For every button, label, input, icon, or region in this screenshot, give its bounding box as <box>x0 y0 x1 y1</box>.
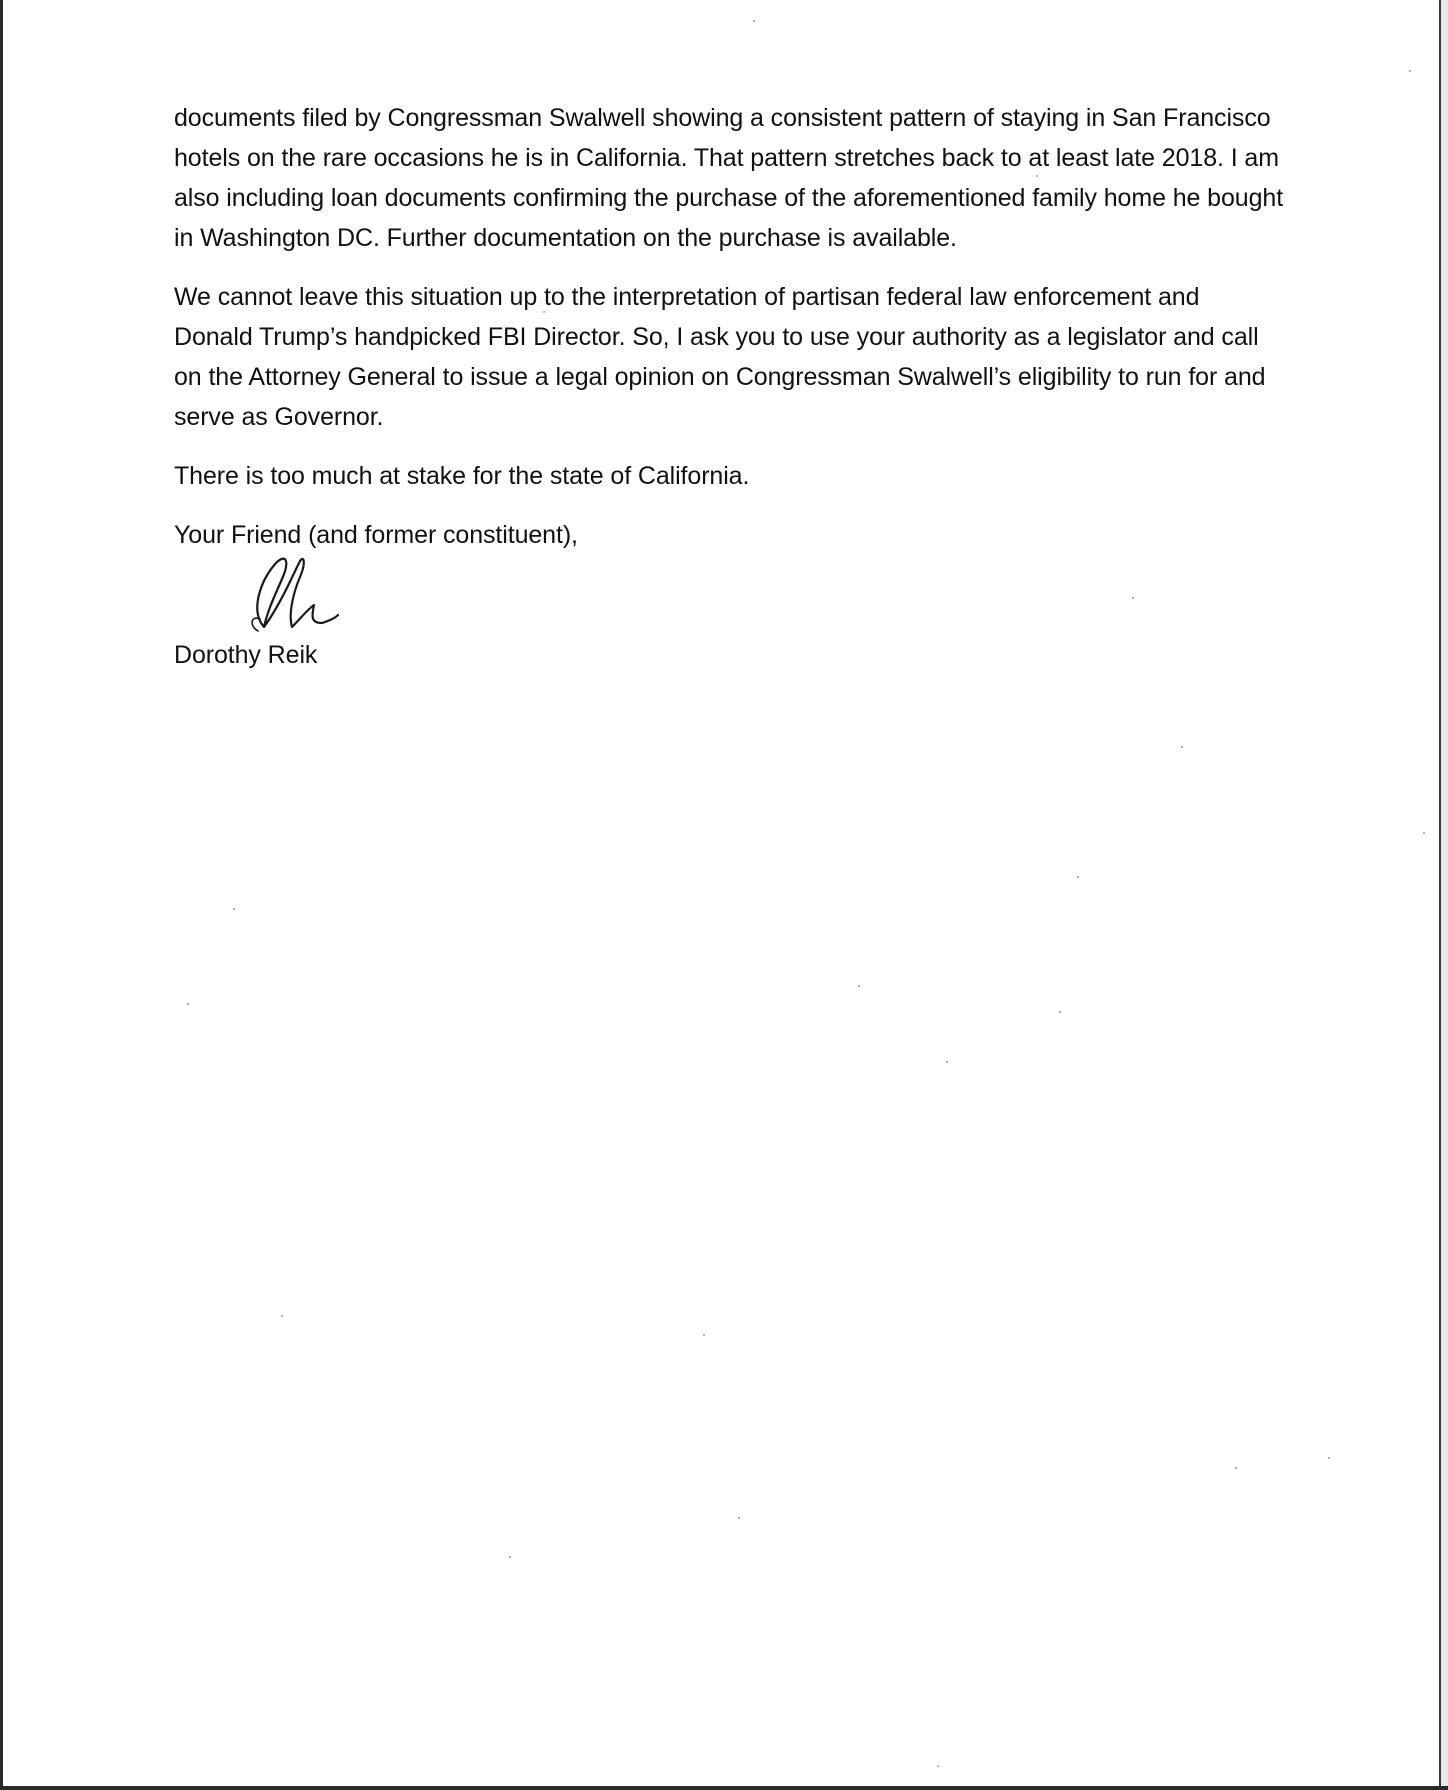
scan-speck <box>753 20 755 22</box>
scan-speck <box>1423 832 1425 834</box>
scan-speck <box>1235 1467 1237 1469</box>
handwritten-signature <box>230 535 340 655</box>
letter-closing <box>174 515 1284 555</box>
scan-speck <box>543 311 545 313</box>
scan-speck <box>281 1315 283 1317</box>
scan-speck <box>1077 876 1079 878</box>
scan-speck <box>946 1061 948 1063</box>
scan-speck <box>187 1003 189 1005</box>
scan-speck <box>937 1765 939 1767</box>
closing-text: Your Friend (and former constituent), <box>174 521 578 549</box>
scan-edge-border <box>1439 0 1448 1786</box>
letter-body <box>174 98 1284 675</box>
signer-name: Dorothy Reik <box>174 641 318 669</box>
scan-speck <box>233 908 235 910</box>
scan-speck <box>703 1334 705 1336</box>
letter-paragraph: There is too much at stake for the state of California. <box>174 462 750 490</box>
letter-paragraph: We cannot leave this situation up to the interpretation of partisan federal law enforcement and Donald Trump’s handpicked FBI Director. So, I ask you to use your authority as a legislator and call on the Attorney General to issue a legal opinion on Congressman Swalwell’s eligibility to run for and serve as Governor. <box>174 283 1266 431</box>
scan-speck <box>858 985 860 987</box>
scan-speck <box>1059 1011 1061 1013</box>
scan-speck <box>1132 597 1134 599</box>
signature-space <box>174 555 1284 635</box>
letter-paragraph: documents filed by Congressman Swalwell showing a consistent pattern of staying in San Francisco hotels on the rare occasions he is in California. That pattern stretches back to at least late 2018. I am also including loan documents confirming the purchase of the aforementioned family home he bought in Washington DC. Further documentation on the purchase is available. <box>174 104 1284 252</box>
scan-speck <box>1181 746 1183 748</box>
scan-speck <box>1036 175 1038 177</box>
scan-speck <box>509 1556 511 1558</box>
scan-speck <box>1328 1457 1330 1459</box>
scan-speck <box>1409 70 1411 72</box>
scan-speck <box>738 1517 740 1519</box>
